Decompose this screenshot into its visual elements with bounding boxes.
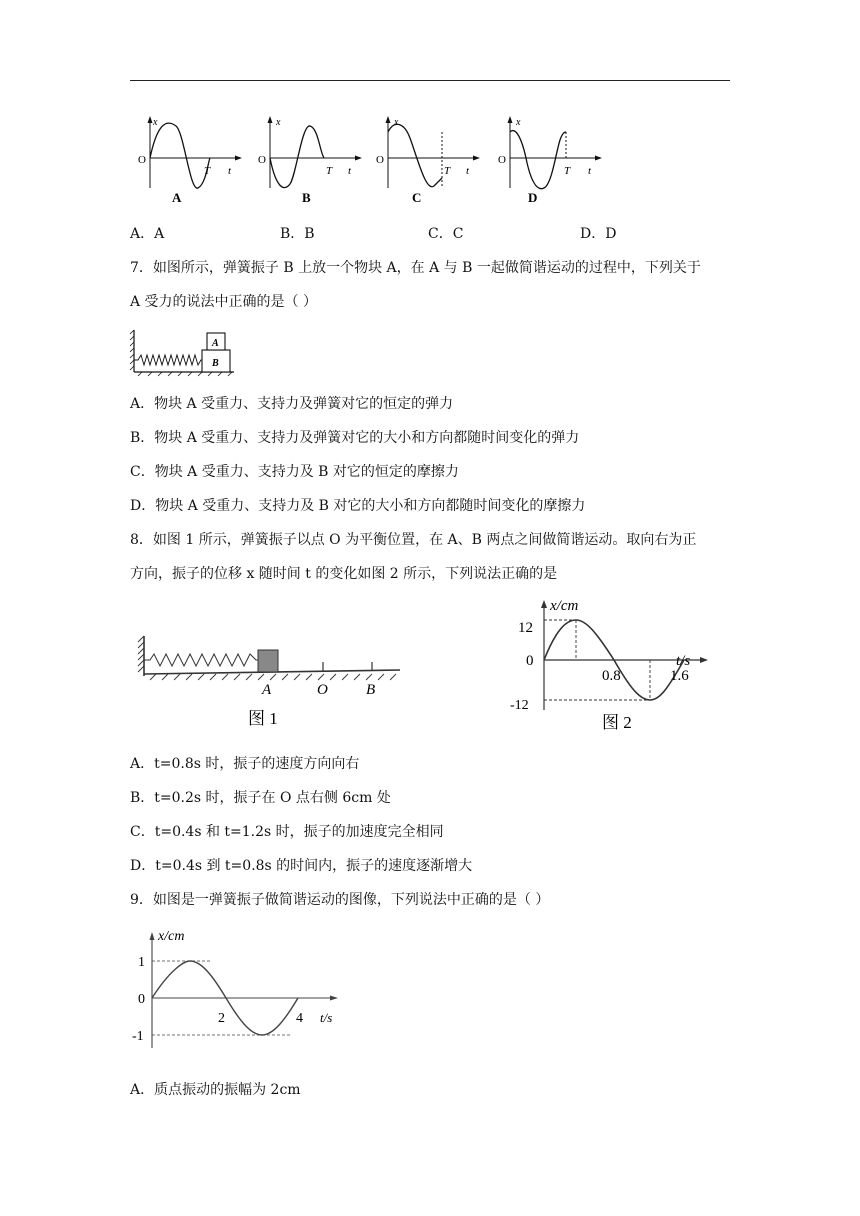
q7-option-a[interactable]: A．物块 A 受重力、支持力及弹簧对它的恒定的弹力 [130, 396, 454, 412]
q7-block-a: A [212, 338, 219, 349]
q8-fig1-caption: 图 1 [248, 709, 278, 728]
q8-fig2-tick-08: 0.8 [602, 668, 621, 684]
q6-option-b[interactable]: B．B [280, 226, 315, 242]
q8-stem-line1: 8．如图 1 所示，弹簧振子以点 O 为平衡位置，在 A、B 两点之间做简谐运动。取向右为正 [130, 532, 697, 548]
q8-fig2-tick-12: 12 [518, 620, 533, 636]
q6a-x-label: x [153, 117, 158, 128]
q6d-T: T [564, 165, 571, 177]
q8-option-d[interactable]: D．t=0.4s 到 t=0.8s 的时间内，振子的速度逐渐增大 [130, 858, 473, 874]
q8-fig2-tick-16: 1.6 [670, 668, 689, 684]
q9-tick-4: 4 [296, 1011, 303, 1026]
q6-option-c[interactable]: C．C [428, 226, 464, 242]
header-rule [130, 80, 730, 81]
q9-tick-neg1: -1 [132, 1029, 144, 1044]
q6d-origin: O [498, 154, 506, 166]
q6-option-a[interactable]: A．A [130, 226, 165, 242]
q6-option-d[interactable]: D．D [580, 226, 617, 242]
q6-graph-d [498, 112, 608, 208]
q8-stem-line2: 方向，振子的位移 x 随时间 t 的变化如图 2 所示，下列说法正确的是 [130, 566, 558, 582]
q9-xlabel: t/s [320, 1010, 333, 1025]
q7-option-d[interactable]: D．物块 A 受重力、支持力及 B 对它的大小和方向都随时间变化的摩擦力 [130, 498, 586, 514]
q8-option-a[interactable]: A．t=0.8s 时，振子的速度方向向右 [130, 756, 360, 772]
q6c-origin: O [376, 154, 384, 166]
q7-option-b[interactable]: B．物块 A 受重力、支持力及弹簧对它的大小和方向都随时间变化的弹力 [130, 430, 580, 446]
q8-fig2-tick-0: 0 [526, 653, 534, 669]
q6b-letter: B [302, 190, 311, 205]
q6d-t: t [588, 165, 592, 177]
q8-fig2-caption: 图 2 [602, 713, 632, 732]
q7-stem-line1: 7．如图所示，弹簧振子 B 上放一个物块 A，在 A 与 B 一起做简谐运动的过程中，下列关于 [130, 260, 701, 276]
q7-option-c[interactable]: C．物块 A 受重力、支持力及 B 对它的恒定的摩擦力 [130, 464, 459, 480]
q8-fig2-ylabel: x/cm [550, 598, 579, 614]
q9-ylabel: x/cm [158, 929, 185, 944]
q7-stem-line2: A 受力的说法中正确的是（ ） [130, 294, 318, 310]
q6a-origin: O [138, 154, 146, 166]
q8-fig1-label-a: A [262, 682, 272, 698]
q6b-T: T [326, 165, 333, 177]
q8-fig2-xlabel: t/s [676, 653, 691, 669]
q8-figure-1 [138, 630, 408, 734]
q9-option-a[interactable]: A．质点振动的振幅为 2cm [130, 1082, 301, 1098]
q6-graph-a [138, 112, 248, 208]
q6-graph-b [258, 112, 368, 208]
q8-fig1-label-o: O [317, 682, 328, 698]
q9-tick-0: 0 [138, 992, 145, 1007]
q6c-letter: C [412, 190, 422, 205]
q6c-T: T [444, 165, 451, 177]
q6d-x-label: x [516, 117, 521, 128]
q6b-origin: O [258, 154, 266, 166]
q6c-x-label: x [394, 117, 399, 128]
q6c-t: t [466, 165, 470, 177]
q8-figure-2 [506, 592, 720, 740]
q6a-letter: A [172, 190, 182, 205]
q9-tick-1: 1 [138, 955, 145, 970]
q6a-t: t [228, 165, 232, 177]
q9-tick-2: 2 [218, 1011, 225, 1026]
q8-fig2-tick-neg12: -12 [510, 698, 529, 713]
q8-option-c[interactable]: C．t=0.4s 和 t=1.2s 时，振子的加速度完全相同 [130, 824, 444, 840]
q6d-letter: D [528, 190, 538, 205]
q8-option-b[interactable]: B．t=0.2s 时，振子在 O 点右侧 6cm 处 [130, 790, 391, 806]
q6b-x-label: x [276, 117, 281, 128]
q9-stem: 9．如图是一弹簧振子做简谐运动的图像，下列说法中正确的是（ ） [130, 892, 550, 908]
q7-block-b: B [212, 358, 219, 369]
q9-graph [130, 924, 350, 1056]
q6b-t: t [348, 165, 352, 177]
q6-graph-c [376, 112, 486, 208]
q8-fig1-label-b: B [366, 682, 376, 698]
q6a-T: T [204, 165, 211, 177]
q7-figure [130, 328, 240, 376]
